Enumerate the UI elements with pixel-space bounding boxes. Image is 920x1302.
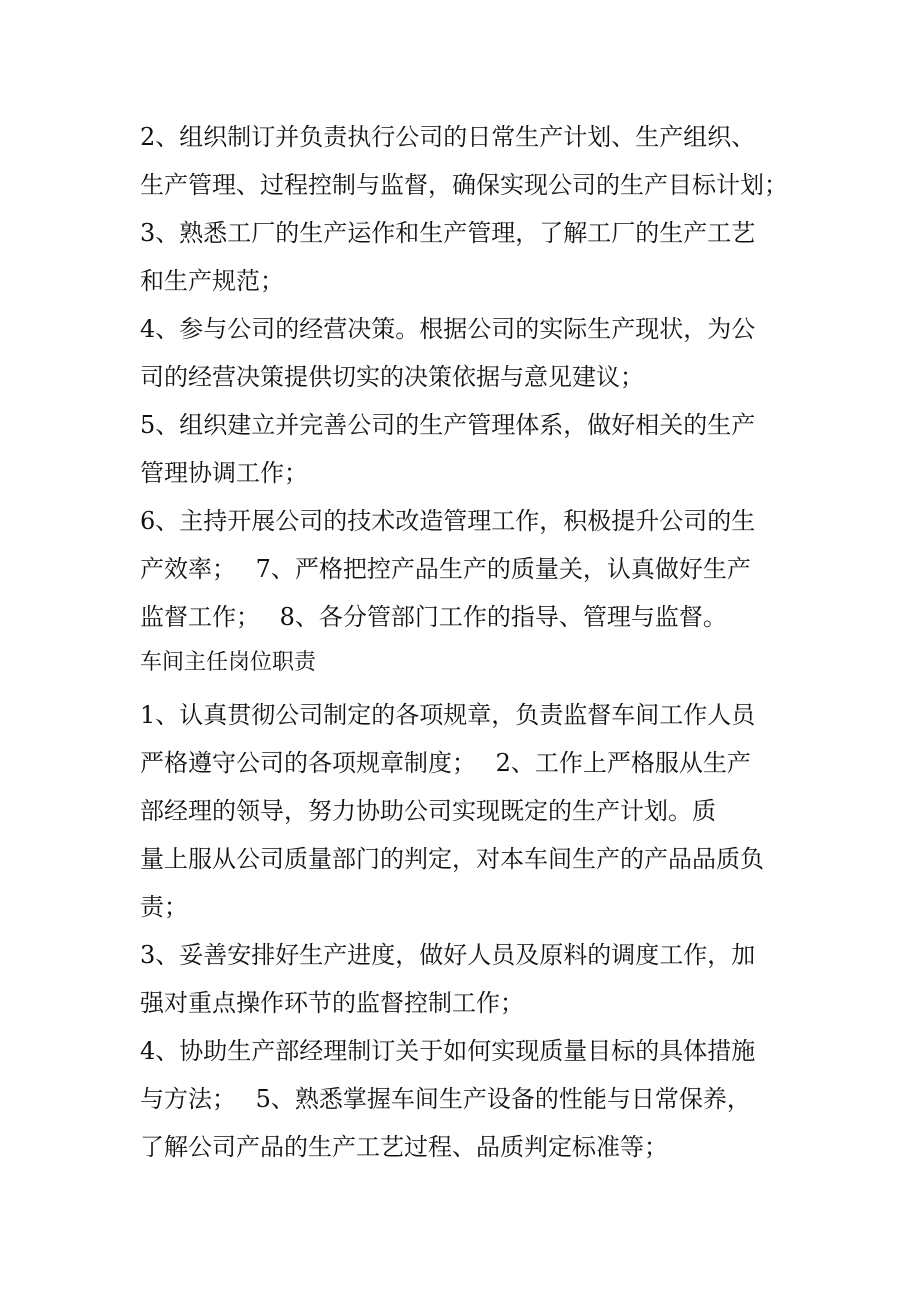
text-line: 3、妥善安排好生产进度，做好人员及原料的调度工作，加 [140, 941, 756, 969]
text-line: 3、熟悉工厂的生产运作和生产管理，了解工厂的生产工艺 [140, 219, 756, 247]
text-line: 了解公司产品的生产工艺过程、品质判定标准等； [140, 1133, 668, 1161]
text-line: 责； [140, 893, 188, 921]
text-line: 4、参与公司的经营决策。根据公司的实际生产现状，为公 [140, 315, 756, 343]
text-line: 和生产规范； [140, 267, 284, 295]
text-line: 强对重点操作环节的监督控制工作； [140, 989, 524, 1017]
text-line: 量上服从公司质量部门的判定，对本车间生产的产品品质负 [140, 845, 764, 873]
text-line: 2、组织制订并负责执行公司的日常生产计划、生产组织、 [140, 123, 756, 151]
text-line: 产效率； 7、严格把控产品生产的质量关，认真做好生产 [140, 555, 751, 583]
text-line: 部经理的领导，努力协助公司实现既定的生产计划。质 [140, 797, 716, 825]
section-heading: 车间主任岗位职责 [140, 650, 317, 675]
text-line: 6、主持开展公司的技术改造管理工作，积极提升公司的生 [140, 507, 756, 535]
text-line: 司的经营决策提供切实的决策依据与意见建议； [140, 363, 644, 391]
text-line: 5、组织建立并完善公司的生产管理体系，做好相关的生产 [140, 411, 756, 439]
text-line: 管理协调工作； [140, 459, 308, 487]
text-line: 严格遵守公司的各项规章制度； 2、工作上严格服从生产 [140, 749, 751, 777]
text-line: 监督工作； 8、各分管部门工作的指导、管理与监督。 [140, 603, 727, 631]
text-line: 4、协助生产部经理制订关于如何实现质量目标的具体措施 [140, 1037, 756, 1065]
text-line: 生产管理、过程控制与监督，确保实现公司的生产目标计划； [140, 171, 788, 199]
text-line: 与方法； 5、熟悉掌握车间生产设备的性能与日常保养， [140, 1085, 751, 1113]
text-line: 1、认真贯彻公司制定的各项规章，负责监督车间工作人员 [140, 701, 756, 729]
